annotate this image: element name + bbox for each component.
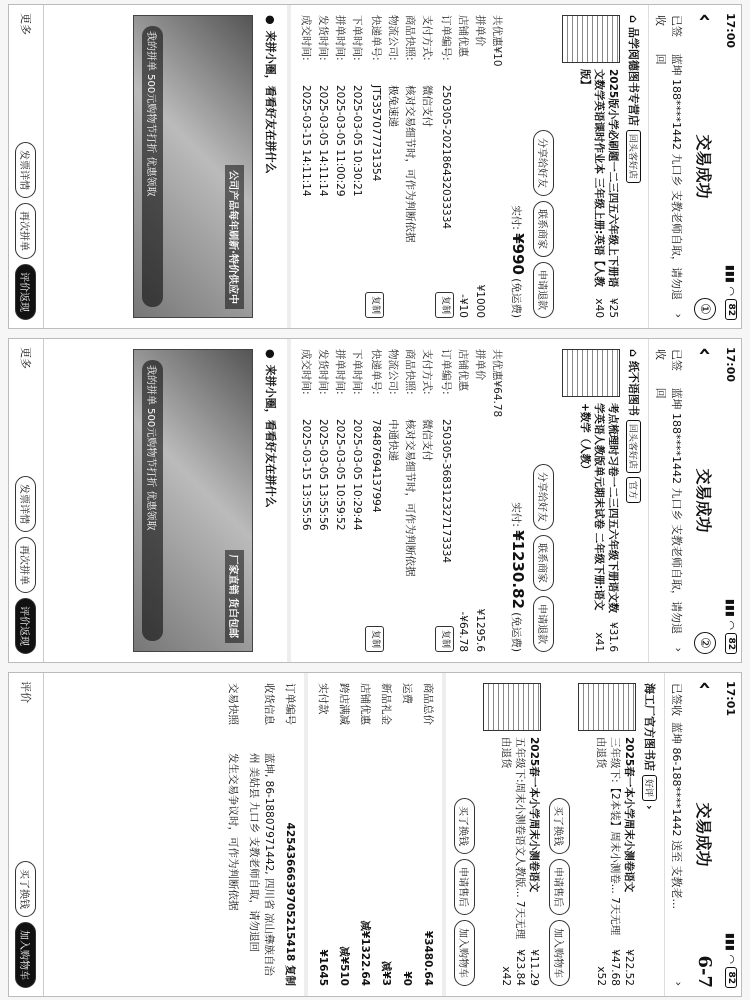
detail-value: 2025-03-05 11:00:29 <box>334 85 346 197</box>
handwritten-mark: 6-7 <box>694 955 716 988</box>
detail-value[interactable]: 核对交易细节时，可作为判断依据 <box>404 85 416 243</box>
handwritten-mark: ② <box>694 632 716 654</box>
tracking-number: 78487694137994 <box>370 419 382 513</box>
status-time: 17:01 <box>724 681 738 717</box>
detail-value: 2025-03-15 14:11:14 <box>300 85 312 197</box>
back-icon[interactable]: ‹ <box>692 347 718 357</box>
product-qty: x41 <box>593 632 605 652</box>
address-card[interactable] <box>648 5 689 328</box>
detail-value: ¥1000 <box>474 284 486 318</box>
detail-key: 共优惠¥10 <box>491 15 503 67</box>
review-button[interactable]: 评价返现 <box>16 598 37 654</box>
chevron-right-icon: › <box>643 805 657 810</box>
detail-row <box>365 349 384 652</box>
detail-row <box>331 349 348 652</box>
detail-row <box>384 15 401 318</box>
summary-key[interactable]: 实付款 <box>317 683 329 715</box>
summary-value: ¥1645 <box>317 949 329 986</box>
store-name: 海工厂官方图书店 <box>643 683 656 771</box>
after-sale-button[interactable]: 申请售后 <box>549 859 570 915</box>
summary-value: ¥3480.64 <box>422 930 434 986</box>
detail-row <box>314 15 331 318</box>
paid-label: 实付: <box>510 502 522 527</box>
handwritten-mark: ① <box>694 298 716 320</box>
wifi-icon: ◠ <box>724 955 738 964</box>
summary-key: 运费 <box>401 683 413 704</box>
detail-key: 商品快照: <box>404 15 416 61</box>
detail-value: -¥10 <box>457 294 469 318</box>
store-badge: 回头客好店 <box>627 130 642 183</box>
add-to-cart-button[interactable]: 加入购物车 <box>16 922 37 988</box>
status-bar <box>721 339 741 662</box>
back-icon[interactable]: ‹ <box>692 681 718 691</box>
detail-value: 2025-03-05 13:55:56 <box>317 419 329 531</box>
summary-row <box>279 673 300 996</box>
detail-key: 支付方式: <box>421 349 433 395</box>
group-icon: ● <box>264 349 278 359</box>
nav-bar <box>689 673 721 996</box>
order-number: 250305-202186432033334 <box>440 85 452 230</box>
store-header[interactable] <box>624 5 648 328</box>
order-number: 250305-368312327173334 <box>440 419 452 564</box>
summary-key: 店铺优惠 <box>359 683 371 725</box>
paid-total <box>507 339 529 662</box>
detail-value: 2025-03-05 10:30:21 <box>351 85 363 197</box>
product-name: 2025版小学必刷题一二三四五六年级上下册语文数学英语课时作业本 三年级上册:英语【人教版】 <box>579 69 619 288</box>
status-bar <box>721 5 741 328</box>
summary-value: 减¥1322.64 <box>359 920 371 986</box>
item-actions <box>450 673 479 996</box>
product-thumbnail <box>562 15 620 63</box>
order-screenshot-1 <box>8 4 742 329</box>
address-card[interactable] <box>664 673 689 996</box>
summary-key[interactable]: 交易快照 <box>227 683 239 725</box>
detail-row <box>471 349 488 652</box>
detail-value: 2025-03-05 10:29:44 <box>351 419 363 531</box>
add-to-cart-button[interactable]: 加入购物车 <box>549 920 570 986</box>
address-card[interactable] <box>648 339 689 662</box>
paid-note: (免运费) <box>510 612 522 652</box>
bottom-bar <box>9 339 44 662</box>
official-badge: 官方 <box>627 477 642 503</box>
product-spec: 三年级下:【2本装】周末小测卷... 7天无理由退货 <box>595 737 621 936</box>
copy-button[interactable]: 复制 <box>365 292 384 318</box>
detail-row <box>297 349 314 652</box>
store-header[interactable] <box>640 673 664 996</box>
order-screenshot-3 <box>8 672 742 997</box>
summary-row <box>354 673 375 996</box>
product-name: 2025春一本小学周末小测卷语文 <box>528 737 540 893</box>
product-name: 2025春一本小学周末小测卷语文 <box>623 737 635 893</box>
detail-key: 物流公司: <box>387 15 399 61</box>
detail-key: 支付方式: <box>421 15 433 61</box>
paid-label: 实付: <box>510 205 522 230</box>
product-item[interactable] <box>558 5 624 328</box>
detail-key: 下单时间: <box>351 15 363 61</box>
product-qty: x40 <box>593 298 605 318</box>
detail-key: 快递单号: <box>370 15 382 61</box>
summary-key: 订单编号 <box>284 683 296 725</box>
rebuy-button[interactable]: 再次拼单 <box>16 203 37 259</box>
banner-text: 我的拼单 500元购物节打折 优惠领取 <box>142 26 163 307</box>
detail-row <box>471 15 488 318</box>
status-time: 17:00 <box>724 347 738 383</box>
product-item[interactable] <box>479 673 545 996</box>
status-time: 17:00 <box>724 13 738 49</box>
summary-value: 减¥3 <box>380 960 392 986</box>
detail-row <box>435 15 454 318</box>
back-icon[interactable]: ‹ <box>692 13 718 23</box>
delivery-status: 已签收 <box>654 349 683 371</box>
chevron-right-icon: › <box>672 981 685 986</box>
detail-key: 成交时间: <box>300 15 312 61</box>
wifi-icon: ◠ <box>724 287 738 296</box>
signal-icon: ▮▮▮ <box>724 932 738 951</box>
page-title: 交易成功 <box>694 802 714 867</box>
chevron-right-icon: › <box>672 647 685 652</box>
detail-row <box>314 349 331 652</box>
group-header[interactable] <box>259 5 283 328</box>
address-text: 蓝坤 188****1442 九口乡 支教老师自取，请勿退回 <box>654 53 683 301</box>
more-button[interactable]: 更多 <box>19 13 32 35</box>
summary-row <box>396 673 417 996</box>
summary-key: 收货信息 <box>263 683 275 725</box>
bottom-bar <box>9 5 44 328</box>
detail-row <box>348 349 365 652</box>
summary-row <box>333 673 354 996</box>
detail-row <box>348 15 365 318</box>
detail-key: 商品快照: <box>404 349 416 395</box>
bottom-bar <box>9 673 44 996</box>
shipping-info: 蓝坤, 86-18807971442, 四川省 凉山彝族自治州 美姑县 九口乡 支教老师自取，请勿退回 <box>248 753 275 976</box>
store-icon: ⌂ <box>627 15 641 23</box>
review-button[interactable]: 评价返现 <box>16 264 37 320</box>
store-name: 纸不语图书 <box>627 360 640 416</box>
detail-key: 快递单号: <box>370 349 382 395</box>
invoice-button[interactable]: 发票详情 <box>16 476 37 532</box>
page-title: 交易成功 <box>694 134 714 199</box>
summary-key: 跨店满减 <box>338 683 350 725</box>
detail-key: 发货时间: <box>317 349 329 395</box>
product-thumbnail <box>578 683 636 731</box>
product-thumbnail <box>483 683 541 731</box>
detail-row <box>435 349 454 652</box>
delivery-status: 已签收 <box>654 15 683 37</box>
group-text: 来拼小圈，看看好友在拼什么 <box>264 364 277 508</box>
detail-key: 拼单价 <box>474 15 486 47</box>
signal-icon: ▮▮▮ <box>724 264 738 283</box>
summary-row <box>417 673 438 996</box>
product-price: ¥31.6 <box>607 621 619 652</box>
paid-note: (免运费) <box>510 278 522 318</box>
promo-banner[interactable] <box>133 15 253 318</box>
detail-value: -¥64.78 <box>457 611 469 652</box>
item-actions <box>545 673 574 996</box>
banner-headline: 厂家直销 货白包邮 <box>225 550 244 643</box>
store-icon: ⌂ <box>627 349 641 357</box>
nav-bar <box>689 5 721 328</box>
share-button[interactable]: 分享给好友 <box>533 130 554 196</box>
detail-value: 2025-03-05 10:59:52 <box>334 419 346 531</box>
detail-value: 2025-03-15 13:55:56 <box>300 419 312 531</box>
detail-value[interactable]: 核对交易细节时，可作为判断依据 <box>404 419 416 577</box>
battery-icon: 82 <box>725 299 737 320</box>
summary-key: 商品总价 <box>422 683 434 725</box>
paid-amount: ¥1230.82 <box>509 530 527 609</box>
detail-value: 2025-03-05 14:11:14 <box>317 85 329 197</box>
paid-amount: ¥990 <box>509 233 527 275</box>
detail-row <box>401 15 418 318</box>
page-title: 交易成功 <box>694 468 714 533</box>
detail-row <box>454 349 471 652</box>
copy-button[interactable]: 复制 <box>435 626 454 652</box>
refund-button[interactable]: 申请退款 <box>533 596 554 652</box>
nav-bar <box>689 339 721 662</box>
detail-key: 物流公司: <box>387 349 399 395</box>
eval-button[interactable]: 评价 <box>19 681 32 703</box>
paid-total <box>507 5 529 328</box>
product-spec: 五年级下:周末小测卷语文人教版... 7天无理由退货 <box>500 737 526 940</box>
copy-button[interactable]: 复制 <box>365 626 384 652</box>
order-summary <box>222 673 438 996</box>
product-original-price: ¥47.68 <box>609 949 621 986</box>
address-text: 蓝坤 86-188****1442 送至 支教老... <box>670 722 683 909</box>
share-button[interactable]: 分享给好友 <box>533 464 554 530</box>
banner-headline: 公司产品每年刷新·特价供应中 <box>225 165 244 309</box>
chevron-right-icon: › <box>672 313 685 318</box>
store-header[interactable] <box>624 339 648 662</box>
delivery-status: 已签收 <box>670 683 683 716</box>
store-badge: 好评 <box>643 775 658 801</box>
group-text: 来拼小圈，看看好友在拼什么 <box>264 30 277 174</box>
battery-icon: 82 <box>725 967 737 988</box>
divider <box>287 5 291 328</box>
detail-value: 极兔速递 <box>387 85 399 127</box>
detail-key: 拼单价 <box>474 349 486 381</box>
summary-value: ¥0 <box>401 971 413 986</box>
detail-value: 微信支付 <box>421 419 433 461</box>
detail-value: ¥1295.6 <box>474 608 486 652</box>
detail-value: 中通快递 <box>387 419 399 461</box>
detail-row <box>488 15 505 318</box>
tracking-number: JT5357077731354 <box>370 85 382 182</box>
snapshot-note[interactable]: 发生交易争议时，可作为判断依据 <box>227 753 239 911</box>
detail-key: 发货时间: <box>317 15 329 61</box>
summary-value: 减¥510 <box>338 946 350 986</box>
detail-key: 成交时间: <box>300 349 312 395</box>
detail-key: 店铺优惠 <box>457 15 469 57</box>
more-button[interactable]: 更多 <box>19 347 32 369</box>
detail-key: 店铺优惠 <box>457 349 469 391</box>
order-details <box>295 339 507 662</box>
order-actions <box>529 339 558 662</box>
detail-row <box>488 349 505 652</box>
detail-row <box>418 349 435 652</box>
summary-row <box>243 673 279 996</box>
resell-button[interactable]: 买了换钱 <box>454 798 475 854</box>
order-details <box>295 5 507 328</box>
product-item[interactable] <box>574 673 640 996</box>
detail-row <box>418 15 435 318</box>
resell-button[interactable]: 买了换钱 <box>549 798 570 854</box>
signal-icon: ▮▮▮ <box>724 598 738 617</box>
banner-text: 我的拼单 500元购物节打折 优惠领取 <box>142 360 163 641</box>
refund-button[interactable]: 申请退款 <box>533 262 554 318</box>
detail-key: 订单编号: <box>440 349 452 395</box>
store-badge: 回头客好店 <box>627 420 642 473</box>
store-name: 品学阅德图书专营店 <box>627 26 640 126</box>
product-qty: x52 <box>595 966 607 986</box>
copy-button[interactable]: 复制 <box>435 292 454 318</box>
detail-row <box>297 15 314 318</box>
after-sale-button[interactable]: 申请售后 <box>454 859 475 915</box>
detail-key: 拼单时间: <box>334 349 346 395</box>
summary-key: 新品礼金 <box>380 683 392 725</box>
divider <box>442 673 446 996</box>
contact-seller-button[interactable]: 联系商家 <box>533 535 554 591</box>
promo-banner[interactable] <box>133 349 253 652</box>
order-actions <box>529 5 558 328</box>
rebuy-button[interactable]: 再次拼单 <box>16 537 37 593</box>
group-icon: ● <box>264 15 278 25</box>
summary-row <box>312 673 333 996</box>
invoice-button[interactable]: 发票详情 <box>16 142 37 198</box>
product-qty: x42 <box>500 966 512 986</box>
detail-row <box>454 15 471 318</box>
group-header[interactable] <box>259 339 283 662</box>
detail-row <box>384 349 401 652</box>
detail-key: 下单时间: <box>351 349 363 395</box>
contact-seller-button[interactable]: 联系商家 <box>533 201 554 257</box>
summary-row <box>222 673 243 996</box>
add-to-cart-button[interactable]: 加入购物车 <box>454 920 475 986</box>
product-price: ¥25 <box>607 297 619 318</box>
divider <box>304 673 308 996</box>
product-name: 考点梳理时习卷一二三四五六年级下册语文数学英语人教版单元期末试卷 二年级下册:语文+数学（人教） <box>579 403 619 613</box>
detail-row <box>401 349 418 652</box>
detail-key: 拼单时间: <box>334 15 346 61</box>
divider <box>287 339 291 662</box>
product-item[interactable] <box>558 339 624 662</box>
battery-icon: 82 <box>725 633 737 654</box>
detail-key: 共优惠¥64.78 <box>491 349 503 418</box>
detail-row <box>365 15 384 318</box>
wifi-icon: ◠ <box>724 621 738 630</box>
product-price: ¥22.52 <box>623 949 635 986</box>
product-thumbnail <box>562 349 620 397</box>
order-number[interactable]: 4254366639705215418 复制 <box>284 822 296 986</box>
product-original-price: ¥23.84 <box>514 949 526 986</box>
product-price: ¥11.29 <box>528 949 540 986</box>
address-text: 蓝坤 188****1442 九口乡 支教老师自取，请勿退回 <box>654 387 683 635</box>
resell-button[interactable]: 买了换钱 <box>16 861 37 917</box>
detail-row <box>331 15 348 318</box>
order-screenshot-2 <box>8 338 742 663</box>
detail-key: 订单编号: <box>440 15 452 61</box>
detail-value: 微信支付 <box>421 85 433 127</box>
summary-row <box>375 673 396 996</box>
status-bar <box>721 673 741 996</box>
